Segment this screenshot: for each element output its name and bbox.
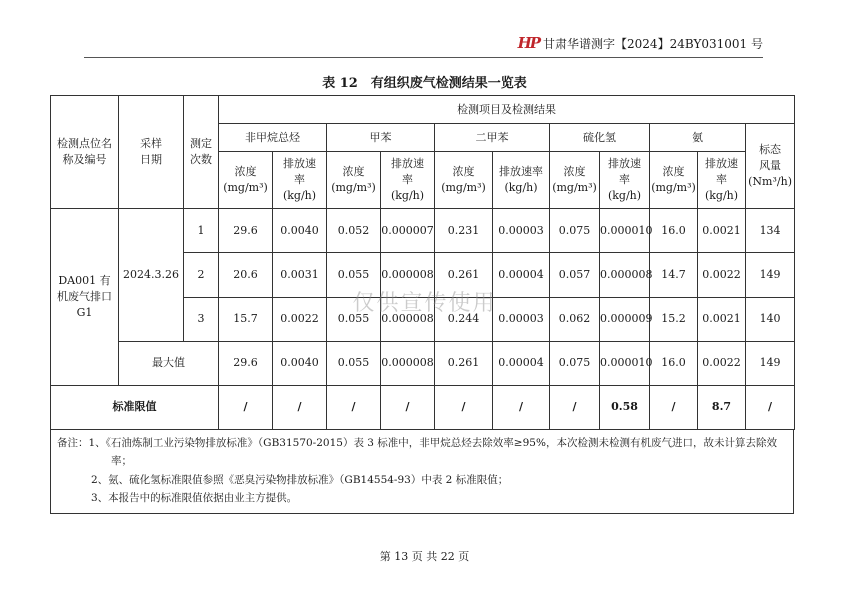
data-cell: 20.6 <box>219 253 273 297</box>
max-cell: 0.075 <box>550 341 600 385</box>
subheader-conc: 浓度 (mg/m³) <box>327 152 381 209</box>
max-cell: 0.00004 <box>493 341 550 385</box>
point-name-cell: DA001 有机废气排口 G1 <box>51 209 119 386</box>
max-cell: 0.055 <box>327 341 381 385</box>
max-cell: 149 <box>746 341 795 385</box>
subheader-rate: 排放速率(kg/h) <box>273 152 327 209</box>
header-pollutant: 甲苯 <box>327 124 435 152</box>
data-cell: 0.261 <box>435 253 493 297</box>
limit-cell: / <box>435 385 493 429</box>
data-cell: 16.0 <box>650 209 698 253</box>
limit-cell: / <box>219 385 273 429</box>
data-cell: 0.0022 <box>273 297 327 341</box>
max-label: 最大值 <box>119 341 219 385</box>
limit-cell: / <box>493 385 550 429</box>
data-cell: 0.055 <box>327 297 381 341</box>
limit-cell: / <box>650 385 698 429</box>
exhaust-gas-results-table <box>50 95 795 430</box>
watermark: 仅供宣传使用 <box>352 291 497 316</box>
header-flow-label: 标态风量 <box>759 143 782 173</box>
limit-cell: / <box>273 385 327 429</box>
subheader-rate: 排放速率(kg/h) <box>698 152 746 209</box>
max-cell: 0.000008 <box>381 341 435 385</box>
note-3: 3、本报告中的标准限值依据由业主方提供。 <box>91 492 298 505</box>
data-cell: 0.000009 <box>600 297 650 341</box>
data-cell: 134 <box>746 209 795 253</box>
data-cell: 0.0021 <box>698 209 746 253</box>
data-cell: 29.6 <box>219 209 273 253</box>
data-cell: 14.7 <box>650 253 698 297</box>
times-cell: 1 <box>184 209 219 253</box>
table-row <box>51 209 795 253</box>
limit-cell: / <box>746 385 795 429</box>
times-cell: 3 <box>184 297 219 341</box>
subheader-conc: 浓度 (mg/m³) <box>650 152 698 209</box>
max-cell: 29.6 <box>219 341 273 385</box>
report-reference-number: 甘肃华谱测字【2024】24BY031001 号 <box>543 36 763 51</box>
sample-date-cell: 2024.3.26 <box>119 209 184 341</box>
data-cell: 15.2 <box>650 297 698 341</box>
table-title: 表 12 有组织废气检测结果一览表 <box>322 76 527 91</box>
data-cell: 149 <box>746 253 795 297</box>
header-flow-unit: (Nm³/h) <box>748 175 792 189</box>
limit-cell: 0.58 <box>600 385 650 429</box>
max-cell: 0.0040 <box>273 341 327 385</box>
data-cell: 0.00003 <box>493 209 550 253</box>
max-cell: 0.0022 <box>698 341 746 385</box>
header-divider <box>84 57 763 58</box>
subheader-conc: 浓度 (mg/m³) <box>219 152 273 209</box>
note-2: 2、氨、硫化氢标准限值参照《恶臭污染物排放标准》（GB14554-93）中表 2 标准限值； <box>91 473 509 486</box>
data-cell: 0.0022 <box>698 253 746 297</box>
limit-cell: 8.7 <box>698 385 746 429</box>
limit-cell: / <box>327 385 381 429</box>
data-cell: 140 <box>746 297 795 341</box>
max-cell: 0.000010 <box>600 341 650 385</box>
limit-row <box>51 385 795 429</box>
data-cell: 0.244 <box>435 297 493 341</box>
data-cell: 0.231 <box>435 209 493 253</box>
data-cell: 0.0040 <box>273 209 327 253</box>
subheader-conc: 浓度 (mg/m³) <box>550 152 600 209</box>
header-items: 检测项目及检测结果 <box>219 96 795 124</box>
data-cell: 0.00004 <box>493 253 550 297</box>
subheader-rate: 排放速率(kg/h) <box>381 152 435 209</box>
data-cell: 0.0031 <box>273 253 327 297</box>
header-pollutant: 氨 <box>650 124 746 152</box>
data-cell: 0.062 <box>550 297 600 341</box>
note-1: 备注：1、《石油炼制工业污染物排放标准》（GB31570-2015）表 3 标准中，非甲烷总烃去除效率≥95%，本次检测未检测有机废气进口，故未计算去除效 <box>57 437 777 449</box>
max-cell: 0.261 <box>435 341 493 385</box>
data-cell: 0.000007 <box>381 209 435 253</box>
data-cell: 0.000008 <box>381 297 435 341</box>
max-row <box>51 341 795 385</box>
notes-section <box>50 430 794 514</box>
limit-label: 标准限值 <box>51 385 219 429</box>
header-date: 采样日期 <box>119 96 184 209</box>
subheader-conc: 浓度 (mg/m³) <box>435 152 493 209</box>
data-cell: 0.00003 <box>493 297 550 341</box>
report-header <box>518 34 763 52</box>
data-cell: 0.000010 <box>600 209 650 253</box>
subheader-rate: 排放速率(kg/h) <box>600 152 650 209</box>
limit-cell: / <box>381 385 435 429</box>
page-number: 第 13 页 共 22 页 <box>379 550 470 563</box>
max-cell: 16.0 <box>650 341 698 385</box>
subheader-rate: 排放速率(kg/h) <box>493 152 550 209</box>
notes-label: 备注： <box>57 437 89 449</box>
header-pollutant: 硫化氢 <box>550 124 650 152</box>
data-cell: 0.000008 <box>381 253 435 297</box>
header-flow <box>746 124 795 209</box>
header-point: 检测点位名称及编号 <box>51 96 119 209</box>
header-times: 测定次数 <box>184 96 219 209</box>
header-pollutant: 非甲烷总烃 <box>219 124 327 152</box>
note-1-continued: 率； <box>111 455 132 468</box>
company-logo: HP <box>517 34 540 52</box>
data-cell: 0.055 <box>327 253 381 297</box>
header-pollutant: 二甲苯 <box>435 124 550 152</box>
times-cell: 2 <box>184 253 219 297</box>
data-cell: 0.000008 <box>600 253 650 297</box>
data-cell: 0.052 <box>327 209 381 253</box>
data-cell: 0.057 <box>550 253 600 297</box>
data-cell: 0.0021 <box>698 297 746 341</box>
data-cell: 15.7 <box>219 297 273 341</box>
limit-cell: / <box>550 385 600 429</box>
data-cell: 0.075 <box>550 209 600 253</box>
